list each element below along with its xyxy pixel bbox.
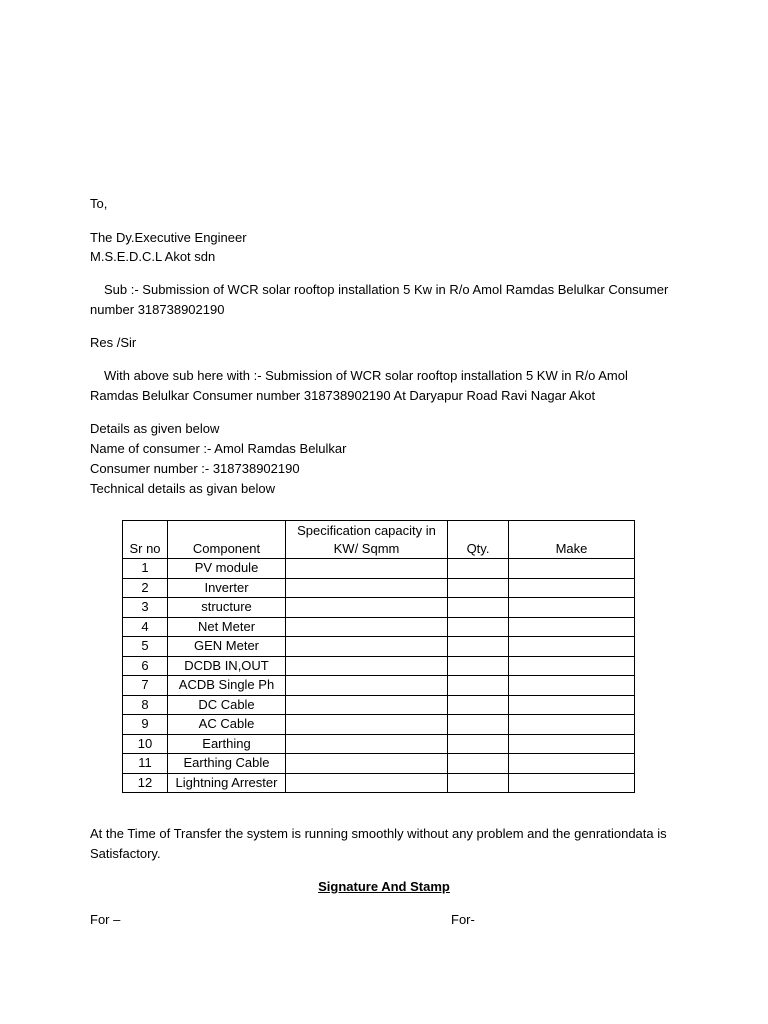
cell-qty <box>448 695 509 715</box>
cell-qty <box>448 637 509 657</box>
subject-paragraph <box>90 280 670 320</box>
cell-make <box>509 695 635 715</box>
table-row <box>123 656 635 676</box>
recipient-title: The Dy.Executive Engineer <box>90 230 247 245</box>
table-row <box>123 695 635 715</box>
cell-sr-no: 12 <box>123 773 168 793</box>
cell-qty <box>448 754 509 774</box>
cell-sr-no: 5 <box>123 637 168 657</box>
technical-intro: Technical details as givan below <box>90 481 275 496</box>
table-row <box>123 578 635 598</box>
cell-qty <box>448 715 509 735</box>
subject-text: Sub :- Submission of WCR solar rooftop installation 5 Kw in R/o Amol Ramdas Belulkar Consumer number 318738902190 <box>90 282 669 317</box>
header-sr-no: Sr no <box>123 521 168 559</box>
table-row <box>123 559 635 579</box>
cell-make <box>509 773 635 793</box>
for-right: For- <box>451 912 475 927</box>
cell-component: Inverter <box>168 578 286 598</box>
cell-make <box>509 715 635 735</box>
cell-sr-no: 8 <box>123 695 168 715</box>
table-row <box>123 715 635 735</box>
cell-specification <box>286 578 448 598</box>
cell-specification <box>286 617 448 637</box>
cell-component: PV module <box>168 559 286 579</box>
cell-specification <box>286 734 448 754</box>
cell-make <box>509 559 635 579</box>
cell-specification <box>286 559 448 579</box>
header-qty: Qty. <box>448 521 509 559</box>
table-row <box>123 637 635 657</box>
cell-specification <box>286 695 448 715</box>
cell-make <box>509 656 635 676</box>
cell-qty <box>448 617 509 637</box>
cell-component: Lightning Arrester <box>168 773 286 793</box>
closing-paragraph: At the Time of Transfer the system is running smoothly without any problem and the genrationdata is Satisfactory. <box>90 826 667 861</box>
cell-component: structure <box>168 598 286 618</box>
cell-make <box>509 734 635 754</box>
table-body <box>123 559 635 793</box>
cell-component: Earthing <box>168 734 286 754</box>
technical-details-table <box>122 520 635 793</box>
cell-sr-no: 9 <box>123 715 168 735</box>
cell-sr-no: 7 <box>123 676 168 696</box>
cell-specification <box>286 637 448 657</box>
cell-qty <box>448 676 509 696</box>
recipient-office: M.S.E.D.C.L Akot sdn <box>90 249 216 264</box>
cell-make <box>509 676 635 696</box>
salutation: Res /Sir <box>90 335 137 350</box>
cell-qty <box>448 734 509 754</box>
header-specification: Specification capacity in KW/ Sqmm <box>286 521 448 559</box>
cell-make <box>509 598 635 618</box>
body-paragraph <box>90 366 670 406</box>
table-row <box>123 754 635 774</box>
cell-sr-no: 10 <box>123 734 168 754</box>
header-make: Make <box>509 521 635 559</box>
details-intro: Details as given below <box>90 421 220 436</box>
cell-sr-no: 1 <box>123 559 168 579</box>
cell-qty <box>448 773 509 793</box>
cell-component: AC Cable <box>168 715 286 735</box>
cell-make <box>509 578 635 598</box>
cell-component: GEN Meter <box>168 637 286 657</box>
address-to: To, <box>90 196 108 211</box>
cell-make <box>509 754 635 774</box>
signature-heading: Signature And Stamp <box>318 879 450 894</box>
cell-specification <box>286 598 448 618</box>
table-row <box>123 598 635 618</box>
cell-sr-no: 2 <box>123 578 168 598</box>
body-text: With above sub here with :- Submission of WCR solar rooftop installation 5 KW in R/o Amol Ramdas Belulkar Consumer number 318738902190 At Daryapur Road Ravi Nagar Akot <box>90 368 628 403</box>
for-left: For – <box>90 912 121 927</box>
cell-qty <box>448 578 509 598</box>
table-header-row <box>123 521 635 559</box>
cell-sr-no: 11 <box>123 754 168 774</box>
cell-specification <box>286 676 448 696</box>
header-component: Component <box>168 521 286 559</box>
cell-make <box>509 617 635 637</box>
cell-qty <box>448 656 509 676</box>
cell-sr-no: 6 <box>123 656 168 676</box>
cell-component: Net Meter <box>168 617 286 637</box>
cell-specification <box>286 754 448 774</box>
table-row <box>123 773 635 793</box>
cell-specification <box>286 773 448 793</box>
cell-component: Earthing Cable <box>168 754 286 774</box>
cell-specification <box>286 656 448 676</box>
cell-make <box>509 637 635 657</box>
table-row <box>123 617 635 637</box>
consumer-name: Name of consumer :- Amol Ramdas Belulkar <box>90 441 347 456</box>
cell-qty <box>448 598 509 618</box>
cell-qty <box>448 559 509 579</box>
cell-component: ACDB Single Ph <box>168 676 286 696</box>
consumer-number: Consumer number :- 318738902190 <box>90 461 300 476</box>
cell-component: DCDB IN,OUT <box>168 656 286 676</box>
table-row <box>123 734 635 754</box>
cell-sr-no: 4 <box>123 617 168 637</box>
table-row <box>123 676 635 696</box>
cell-specification <box>286 715 448 735</box>
cell-component: DC Cable <box>168 695 286 715</box>
cell-sr-no: 3 <box>123 598 168 618</box>
